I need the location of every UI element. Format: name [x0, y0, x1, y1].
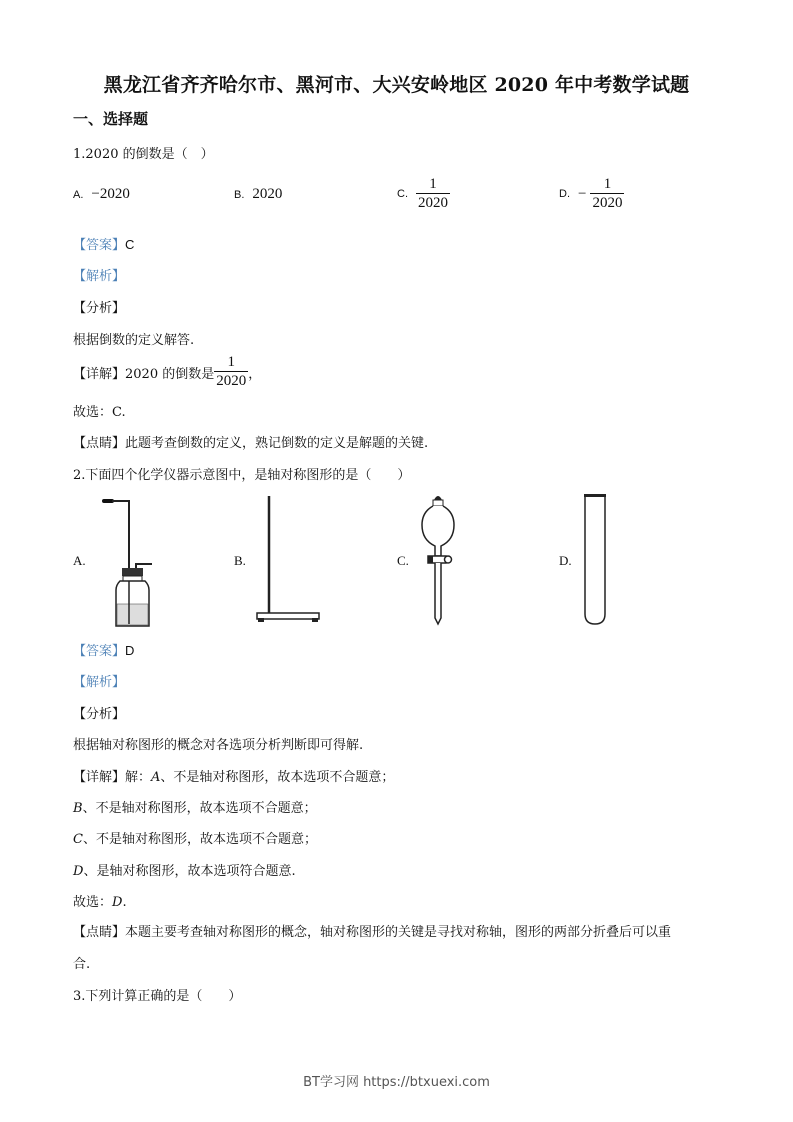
q1-analysis-tag: 【解析】	[73, 269, 126, 284]
q1-stem: 1.2020 的倒数是（ ）	[73, 147, 214, 162]
fraction	[590, 176, 624, 212]
page-title: 黑龙江省齐齐哈尔市、黑河市、大兴安岭地区 2020 年中考数学试题	[103, 74, 690, 96]
q1-option-c	[397, 176, 450, 212]
test-tube-icon	[580, 492, 610, 628]
dianjing-text: 此题考查倒数的定义，熟记倒数的定义是解题的关键.	[125, 436, 429, 451]
q2-option-a-label: A.	[73, 553, 86, 568]
q1-choose: 故选：C.	[73, 405, 126, 420]
option-var: C	[73, 832, 83, 847]
option-var: A	[151, 770, 161, 785]
gas-washing-bottle-icon	[100, 492, 160, 628]
separatory-funnel-icon	[420, 490, 460, 626]
option-var: B	[73, 801, 83, 816]
xiangjie-text: 2020 的倒数是	[125, 366, 215, 382]
q1-answer	[73, 234, 134, 253]
detail-text: 、不是轴对称图形，故本选项不合题意；	[82, 832, 317, 847]
q2-choose	[73, 891, 127, 910]
q2-dianjing	[73, 921, 671, 940]
q1-fenxi-text: 根据倒数的定义解答.	[73, 333, 195, 348]
q2-option-b-label: B.	[234, 553, 246, 568]
q2-fenxi-text: 根据轴对称图形的概念对各选项分析判断即可得解.	[73, 738, 364, 753]
detail-text: 、不是轴对称图形，故本选项不合题意；	[82, 801, 317, 816]
q2-xiangjie	[73, 766, 394, 785]
minus-sign: −	[578, 185, 587, 202]
q2-stem: 2.下面四个化学仪器示意图中，是轴对称图形的是（ ）	[73, 468, 411, 483]
q1-fenxi-tag: 【分析】	[73, 301, 126, 316]
q2-option-d-label: D.	[559, 553, 572, 568]
q2-analysis-tag: 【解析】	[73, 675, 126, 690]
answer-tag: 【答案】	[73, 238, 126, 253]
denominator: 2020	[592, 195, 623, 211]
footer-watermark: BT学习网 https://btxuexi.com	[303, 1075, 490, 1090]
numerator: 1	[603, 176, 612, 192]
dianjing-text: 本题主要考查轴对称图形的概念，轴对称图形的关键是寻找对称轴，图形的两部分折叠后可以重	[125, 925, 672, 940]
option-value: −2020	[91, 186, 130, 202]
answer-value: C	[125, 237, 135, 252]
q2-dianjing-cont: 合.	[73, 957, 91, 972]
xiangjie-tag: 【详解】	[73, 770, 126, 785]
option-label: C.	[397, 188, 408, 200]
section-heading: 一、选择题	[73, 110, 149, 128]
option-label: A.	[73, 188, 84, 201]
fraction	[214, 354, 248, 390]
answer-tag: 【答案】	[73, 644, 126, 659]
q2-answer	[73, 640, 134, 659]
q2-detail-c	[73, 828, 317, 847]
option-var: D	[73, 864, 84, 879]
answer-value: D	[125, 643, 135, 658]
denominator: 2020	[418, 195, 448, 211]
choose-prefix: 故选：	[73, 895, 113, 910]
option-value: 2020	[252, 186, 283, 202]
denominator: 2020	[216, 373, 247, 389]
detail-text: 、是轴对称图形，故本选项符合题意.	[83, 864, 296, 879]
dianjing-tag: 【点睛】	[73, 436, 126, 451]
q1-option-a	[73, 186, 130, 203]
option-label: B.	[234, 188, 245, 201]
q1-xiangjie	[73, 354, 261, 390]
xiangjie-tag: 【详解】	[73, 366, 126, 382]
q2-fenxi-tag: 【分析】	[73, 707, 126, 722]
xiangjie-tail: ，	[248, 366, 262, 382]
q2-option-c-label: C.	[397, 553, 409, 568]
choose-suffix: .	[122, 895, 127, 910]
detail-text: 、不是轴对称图形，故本选项不合题意；	[160, 770, 395, 785]
iron-stand-icon	[255, 492, 325, 626]
numerator: 1	[429, 176, 437, 192]
numerator: 1	[227, 354, 235, 370]
q1-dianjing	[73, 432, 428, 451]
xiangjie-prefix: 解：	[125, 770, 152, 785]
choose-var: D	[112, 895, 123, 910]
option-label: D.	[559, 188, 570, 200]
q2-detail-b	[73, 797, 317, 816]
q1-option-b	[234, 186, 282, 203]
dianjing-tag: 【点睛】	[73, 925, 126, 940]
q1-option-d	[559, 176, 624, 212]
q3-stem: 3.下列计算正确的是（ ）	[73, 989, 242, 1004]
fraction	[416, 176, 450, 212]
q2-detail-d	[73, 860, 296, 879]
